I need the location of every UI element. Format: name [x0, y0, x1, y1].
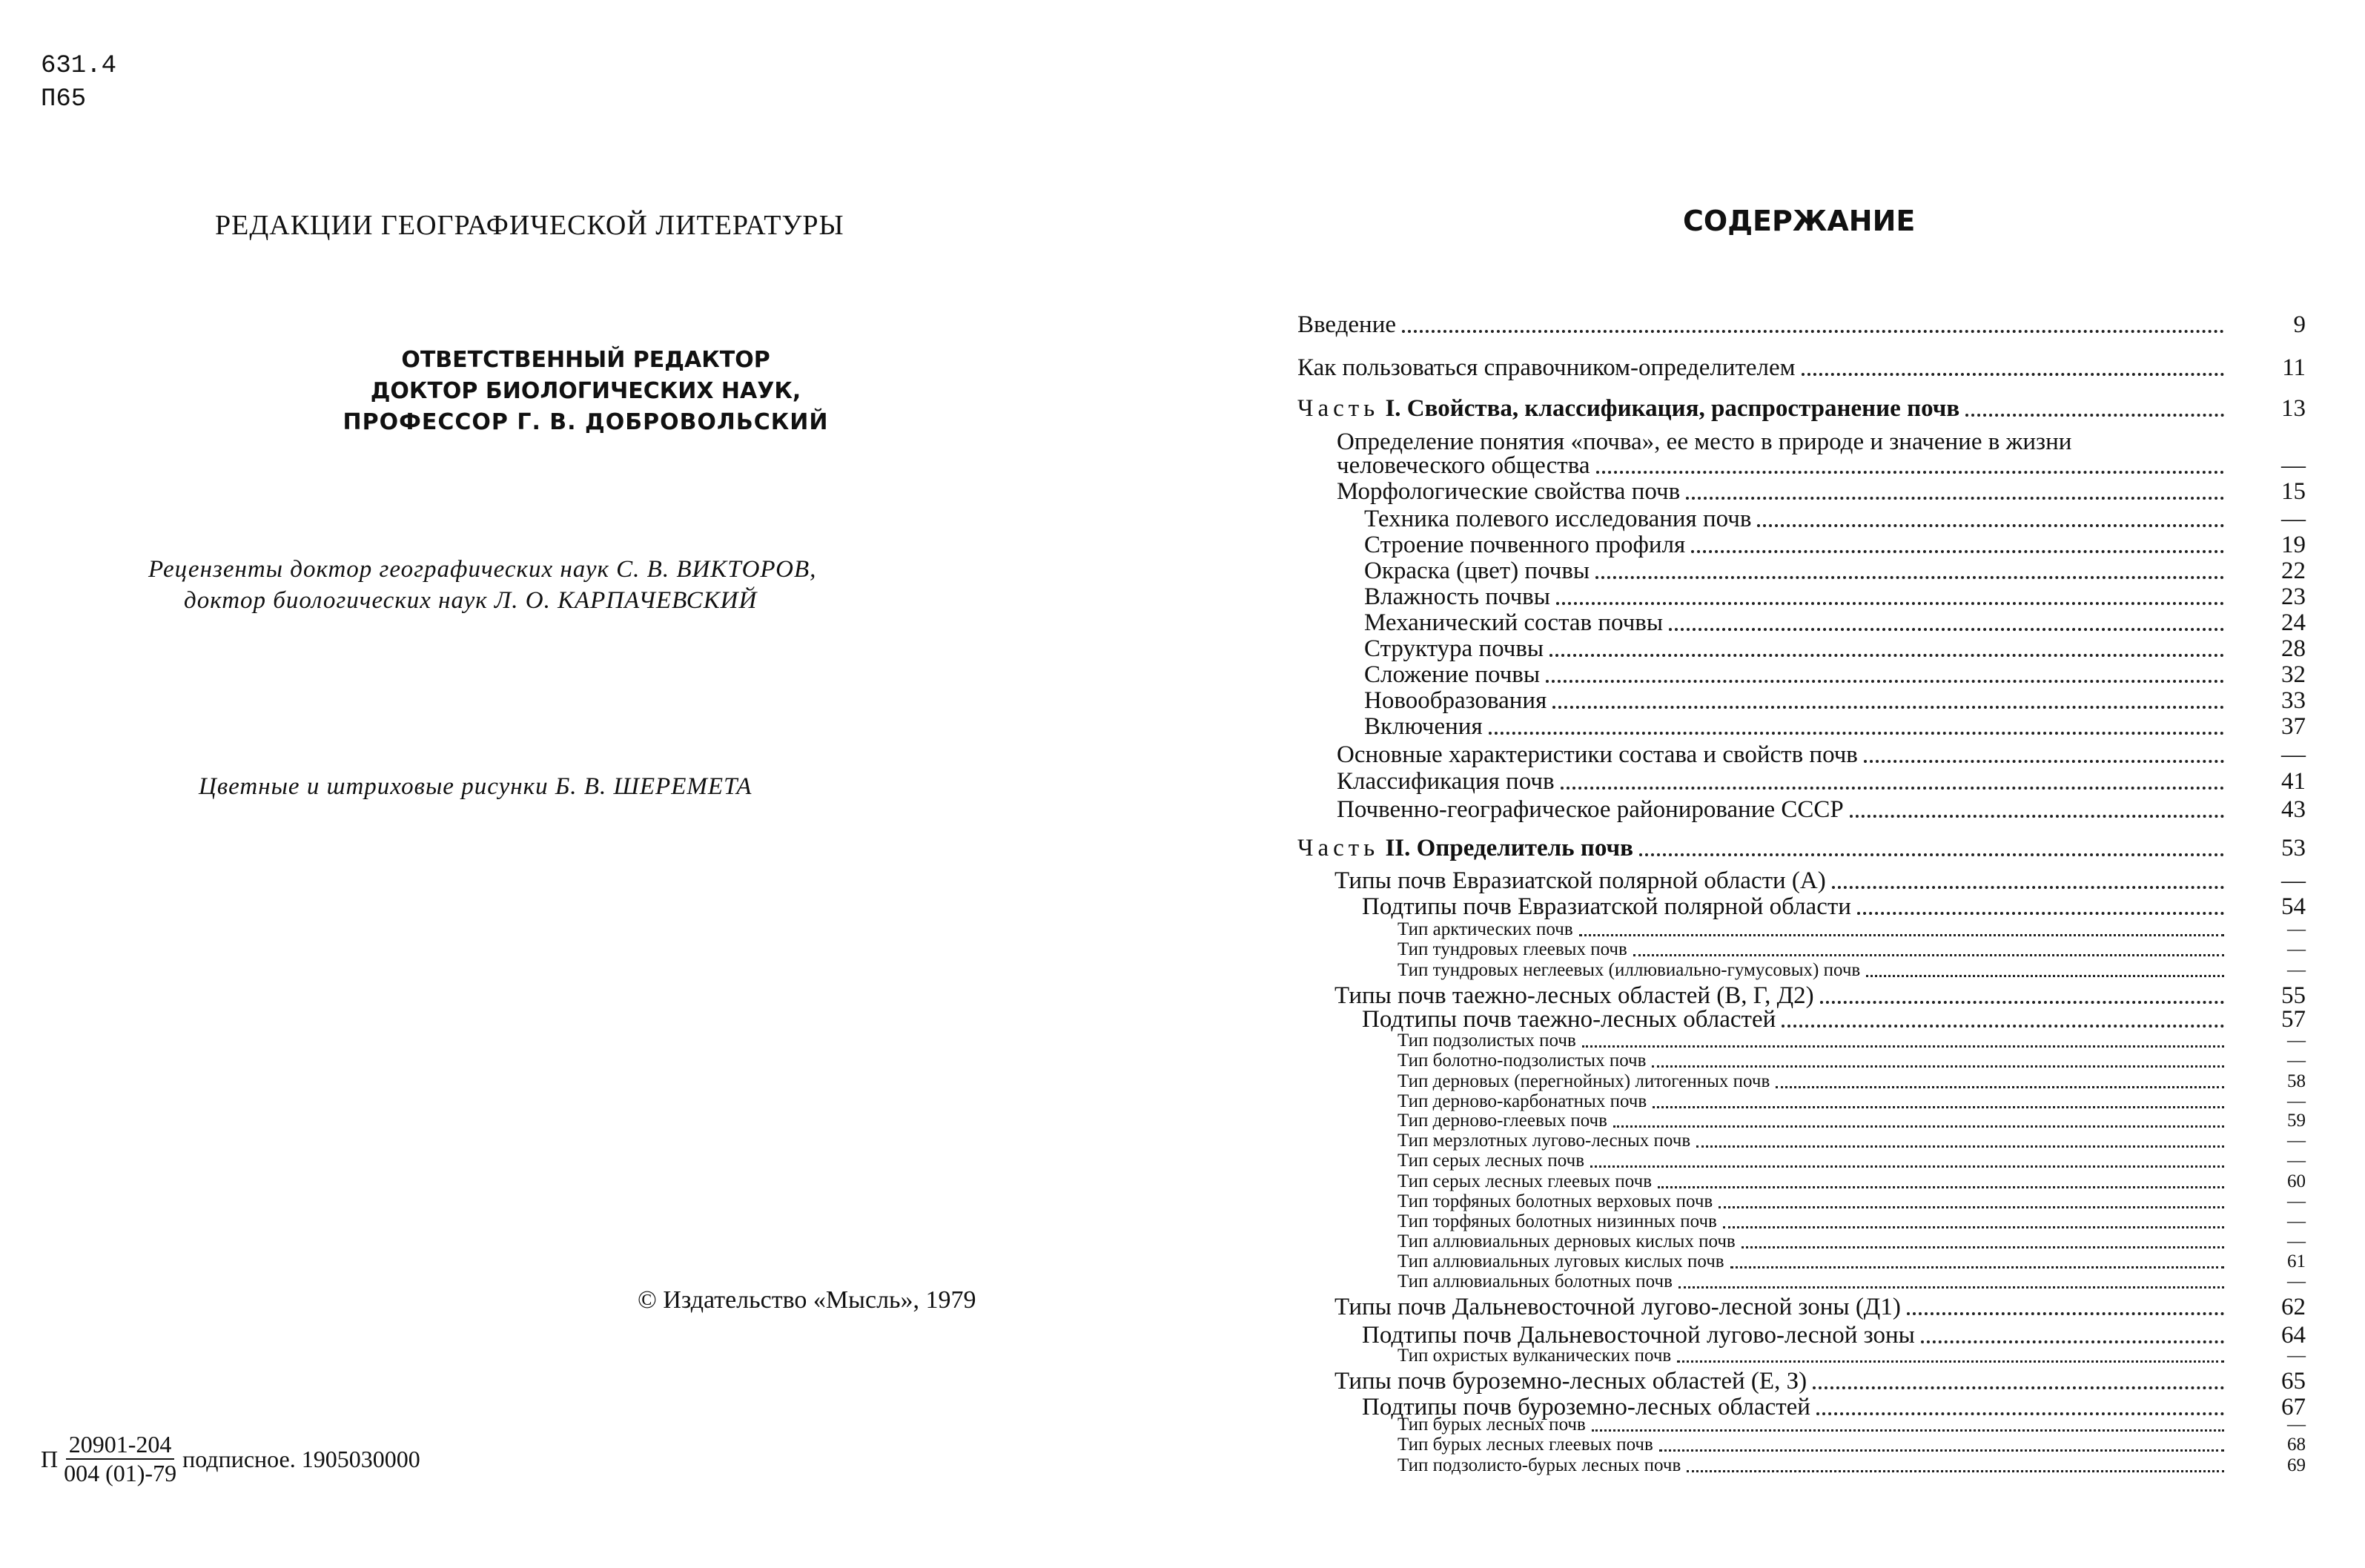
toc-entry-title: Тип серых лесных почв — [1398, 1151, 1585, 1171]
toc-entry-title: Подтипы почв Евразиатской полярной области — [1362, 893, 1851, 920]
toc-entry-title: Как пользоваться справочником-определителем — [1297, 354, 1796, 381]
toc-entry — [0, 558, 2306, 585]
dot-leader — [1742, 1246, 2224, 1248]
toc-entry — [0, 1171, 2306, 1192]
toc-entry-title: Тип тундровых глеевых почв — [1398, 939, 1627, 959]
toc-entry-title: Тип бурых лесных почв — [1398, 1415, 1586, 1435]
dot-leader — [1864, 760, 2224, 763]
toc-page-number: 64 — [2281, 1322, 2306, 1349]
toc-entry-title — [1297, 835, 1633, 862]
toc-entry-title: Тип аллювиальных болотных почв — [1398, 1271, 1673, 1291]
dot-leader — [1582, 1045, 2224, 1048]
toc-page-number: — — [2287, 960, 2306, 980]
dot-leader — [1402, 330, 2224, 333]
toc-page-number: — — [2287, 1131, 2306, 1151]
dot-leader — [1866, 975, 2224, 977]
toc-entry-title: Тип подзолистых почв — [1398, 1031, 1576, 1051]
toc-page-number: 19 — [2281, 532, 2306, 558]
toc-entry — [0, 1294, 2306, 1321]
reviewers-line-1: Рецензенты доктор географических наук С. В. ВИКТОРОВ, — [148, 556, 817, 583]
illustrations-credit: Цветные и штриховые рисунки Б. В. ШЕРЕМЕТА — [199, 773, 752, 800]
dot-leader — [1820, 1001, 2224, 1004]
toc-page-number: 22 — [2281, 558, 2306, 584]
toc-entry — [0, 835, 2306, 862]
toc-entry — [0, 1435, 2306, 1455]
toc-page-number: — — [2287, 1271, 2306, 1291]
toc-entry-title: Тип торфяных болотных низинных почв — [1398, 1211, 1717, 1231]
dot-leader — [1652, 1065, 2224, 1068]
toc-entry — [0, 1131, 2306, 1151]
dot-leader — [1730, 1266, 2224, 1268]
toc-entry — [0, 1111, 2306, 1131]
dot-leader — [1552, 706, 2224, 709]
toc-page-number: 57 — [2281, 1006, 2306, 1033]
toc-page-number: 58 — [2287, 1071, 2306, 1091]
toc-entry-title: Тип мерзлотных лугово-лесных почв — [1398, 1131, 1691, 1151]
toc-entry — [0, 1231, 2306, 1252]
toc-entry — [0, 893, 2306, 921]
toc-entry-title: Тип дерново-глеевых почв — [1398, 1111, 1607, 1131]
dot-leader — [1653, 1106, 2224, 1108]
index-suffix: подписное. 1905030000 — [182, 1445, 420, 1472]
toc-page-number: — — [2281, 741, 2306, 768]
toc-entry — [0, 478, 2306, 506]
toc-entry — [0, 1346, 2306, 1366]
toc-page-number: 59 — [2287, 1111, 2306, 1131]
dot-leader — [1691, 550, 2224, 553]
toc-entry — [0, 661, 2306, 689]
toc-entry-title: Структура почвы — [1364, 635, 1544, 662]
toc-entry — [0, 1251, 2306, 1272]
toc-entry — [0, 1415, 2306, 1435]
toc-entry — [0, 1368, 2306, 1395]
toc-page-number: — — [2287, 919, 2306, 939]
reviewers-line-2: доктор биологических наук Л. О. КАРПАЧЕВСКИЙ — [184, 587, 758, 614]
toc-page-number: 60 — [2287, 1171, 2306, 1191]
toc-entry-title: Тип охристых вулканических почв — [1398, 1346, 1672, 1366]
toc-entry — [0, 713, 2306, 741]
toc-entry — [0, 1031, 2306, 1051]
toc-entry-title: Техника полевого исследования почв — [1364, 506, 1752, 532]
toc-entry — [0, 583, 2306, 611]
dot-leader — [1802, 373, 2224, 376]
dot-leader — [1595, 576, 2224, 579]
toc-page-number: 62 — [2281, 1294, 2306, 1320]
toc-page-number: — — [2281, 506, 2306, 532]
toc-entry — [0, 532, 2306, 559]
toc-entry-title: Введение — [1297, 311, 1397, 338]
dot-leader — [1659, 1449, 2224, 1452]
toc-title: СОДЕРЖАНИЕ — [1683, 205, 1916, 237]
publisher-department: РЕДАКЦИИ ГЕОГРАФИЧЕСКОЙ ЛИТЕРАТУРЫ — [215, 210, 844, 241]
toc-entry — [0, 741, 2306, 769]
toc-entry — [0, 1455, 2306, 1476]
toc-entry — [0, 506, 2306, 533]
toc-part-title: I. Свойства, классификация, распространение почв — [1385, 395, 1960, 422]
toc-page-number: 37 — [2281, 713, 2306, 740]
toc-entry-title: Типы почв Евразиатской полярной области (А) — [1334, 867, 1826, 894]
toc-entry — [0, 609, 2306, 637]
dot-leader — [1678, 1286, 2224, 1289]
toc-page-number: 15 — [2281, 478, 2306, 505]
toc-entry-title: человеческого общества — [1337, 452, 1590, 479]
dot-leader — [1579, 934, 2224, 936]
dot-leader — [1549, 654, 2224, 657]
toc-entry-title: Определение понятия «почва», ее место в природе и значение в жизни — [1337, 429, 2072, 455]
toc-entry — [0, 311, 2306, 339]
udc-code: 631.4 — [41, 52, 117, 80]
toc-entry — [0, 1091, 2306, 1112]
index-prefix: П — [41, 1445, 59, 1472]
toc-page-number: — — [2287, 1151, 2306, 1171]
toc-entry — [0, 395, 2306, 423]
toc-page-number: 32 — [2281, 661, 2306, 688]
toc-page-number: 43 — [2281, 796, 2306, 823]
dot-leader — [1677, 1360, 2224, 1363]
toc-page-number: 55 — [2281, 982, 2306, 1009]
dot-leader — [1782, 1025, 2224, 1028]
toc-entry-title: Тип тундровых неглеевых (иллювиально-гумусовых) почв — [1398, 960, 1861, 980]
toc-page-number: 28 — [2281, 635, 2306, 662]
dot-leader — [1613, 1125, 2224, 1128]
toc-entry — [0, 960, 2306, 981]
dot-leader — [1556, 602, 2224, 605]
toc-page-number: — — [2287, 1211, 2306, 1231]
toc-entry-title: Тип серых лесных глеевых почв — [1398, 1171, 1653, 1191]
toc-entry-title: Новообразования — [1364, 687, 1547, 714]
toc-entry-title: Типы почв буроземно-лесных областей (Е, З) — [1334, 1368, 1807, 1395]
toc-entry — [0, 1211, 2306, 1232]
dot-leader — [1813, 1386, 2224, 1389]
toc-entry-title: Типы почв Дальневосточной лугово-лесной зоны (Д1) — [1334, 1294, 1901, 1320]
dot-leader — [1561, 787, 2224, 790]
toc-entry-title: Тип бурых лесных глеевых почв — [1398, 1435, 1653, 1455]
dot-leader — [1907, 1312, 2224, 1315]
toc-entry — [0, 1271, 2306, 1292]
toc-page-number: — — [2287, 1091, 2306, 1111]
dot-leader — [1921, 1340, 2224, 1343]
dot-leader — [1776, 1086, 2224, 1088]
copyright: © Издательство «Мысль», 1979 — [638, 1286, 976, 1314]
toc-entry-title: Тип торфяных болотных верховых почв — [1398, 1191, 1713, 1211]
dot-leader — [1669, 628, 2224, 631]
toc-entry — [0, 867, 2306, 895]
toc-entry-title: Тип дерновых (перегнойных) литогенных почв — [1398, 1071, 1770, 1091]
toc-page-number: 13 — [2281, 395, 2306, 422]
toc-page-number: 54 — [2281, 893, 2306, 920]
toc-entry — [0, 919, 2306, 940]
toc-part-title: II. Определитель почв — [1385, 835, 1633, 861]
toc-page-number: 65 — [2281, 1368, 2306, 1395]
dot-leader — [1850, 815, 2224, 818]
dot-leader — [1686, 497, 2224, 500]
toc-entry-title: Механический состав почвы — [1364, 609, 1664, 636]
toc-entry-title — [1297, 395, 1959, 423]
index-numerator: 20901-204 — [66, 1431, 175, 1460]
editor-line-2: ДОКТОР БИОЛОГИЧЕСКИХ НАУК, — [370, 378, 801, 404]
editor-line-1: ОТВЕТСТВЕННЫЙ РЕДАКТОР — [401, 347, 770, 373]
toc-entry — [0, 635, 2306, 663]
toc-page-number: 24 — [2281, 609, 2306, 636]
toc-page-number: 61 — [2287, 1251, 2306, 1271]
toc-page-number: — — [2287, 1231, 2306, 1251]
toc-page-number: 9 — [2293, 311, 2306, 338]
dot-leader — [1489, 732, 2224, 735]
toc-entry — [0, 1006, 2306, 1033]
dot-leader — [1687, 1470, 2224, 1472]
dot-leader — [1633, 954, 2224, 956]
dot-leader — [1639, 853, 2224, 856]
toc-entry — [0, 1191, 2306, 1212]
toc-entry — [0, 768, 2306, 795]
dot-leader — [1857, 912, 2224, 915]
toc-page-number: — — [2287, 939, 2306, 959]
toc-entry-title: Подтипы почв таежно-лесных областей — [1362, 1006, 1776, 1033]
toc-entry-title: Сложение почвы — [1364, 661, 1541, 688]
toc-page-number: — — [2281, 452, 2306, 479]
dot-leader — [1832, 886, 2224, 889]
toc-page-number: 41 — [2281, 768, 2306, 795]
dot-leader — [1658, 1186, 2224, 1188]
toc-page-number: 69 — [2287, 1455, 2306, 1475]
toc-page-number: — — [2287, 1346, 2306, 1366]
toc-part-label: Часть — [1297, 835, 1380, 861]
toc-entry-title: Типы почв таежно-лесных областей (В, Г, Д2) — [1334, 982, 1814, 1009]
toc-entry — [0, 1071, 2306, 1092]
toc-entry-title: Тип дерново-карбонатных почв — [1398, 1091, 1647, 1111]
toc-page-number: — — [2287, 1031, 2306, 1051]
editor-line-3: ПРОФЕССОР Г. В. ДОБРОВОЛЬСКИЙ — [343, 409, 829, 435]
dot-leader — [1596, 471, 2225, 474]
toc-entry — [0, 354, 2306, 382]
toc-entry-title: Морфологические свойства почв — [1337, 478, 1681, 505]
dot-leader — [1592, 1429, 2224, 1432]
toc-entry-title: Включения — [1364, 713, 1483, 740]
toc-entry-title: Подтипы почв буроземно-лесных областей — [1362, 1394, 1810, 1420]
toc-page-number: 68 — [2287, 1435, 2306, 1455]
toc-entry — [0, 687, 2306, 715]
toc-page-number: 11 — [2282, 354, 2306, 381]
toc-entry-title: Тип подзолисто-бурых лесных почв — [1398, 1455, 1681, 1475]
toc-entry — [0, 1051, 2306, 1071]
index-denominator: 004 (01)-79 — [64, 1460, 177, 1486]
toc-page-number: 53 — [2281, 835, 2306, 861]
toc-entry-title: Влажность почвы — [1364, 583, 1550, 610]
toc-entry-title: Строение почвенного профиля — [1364, 532, 1686, 558]
toc-entry-title: Тип аллювиальных луговых кислых почв — [1398, 1251, 1724, 1271]
dot-leader — [1719, 1206, 2224, 1208]
toc-page-number: 67 — [2281, 1394, 2306, 1420]
toc-entry-title: Классификация почв — [1337, 768, 1555, 795]
toc-entry-title: Тип арктических почв — [1398, 919, 1573, 939]
toc-part-label: Часть — [1297, 395, 1380, 422]
toc-page-number: — — [2287, 1415, 2306, 1435]
toc-entry-title: Основные характеристики состава и свойств почв — [1337, 741, 1858, 768]
dot-leader — [1965, 414, 2224, 417]
toc-entry — [0, 796, 2306, 824]
dot-leader — [1590, 1165, 2224, 1168]
toc-page-number: 23 — [2281, 583, 2306, 610]
toc-page-number: 33 — [2281, 687, 2306, 714]
toc-entry-title: Тип болотно-подзолистых почв — [1398, 1051, 1647, 1071]
toc-entry-title: Почвенно-географическое районирование СССР — [1337, 796, 1844, 823]
dot-leader — [1723, 1226, 2224, 1228]
toc-page-number: — — [2281, 867, 2306, 894]
toc-entry-title: Подтипы почв Дальневосточной лугово-лесной зоны — [1362, 1322, 1915, 1349]
toc-entry — [0, 452, 2306, 480]
toc-entry — [0, 939, 2306, 960]
dot-leader — [1696, 1145, 2224, 1148]
dot-leader — [1546, 680, 2224, 683]
toc-entry-title: Тип аллювиальных дерновых кислых почв — [1398, 1231, 1736, 1251]
toc-page-number: — — [2287, 1191, 2306, 1211]
toc-page-number: — — [2287, 1051, 2306, 1071]
toc-entry — [0, 1151, 2306, 1171]
library-code: П65 — [41, 85, 87, 113]
toc-entry-title: Окраска (цвет) почвы — [1364, 558, 1590, 584]
dot-leader — [1757, 524, 2224, 527]
